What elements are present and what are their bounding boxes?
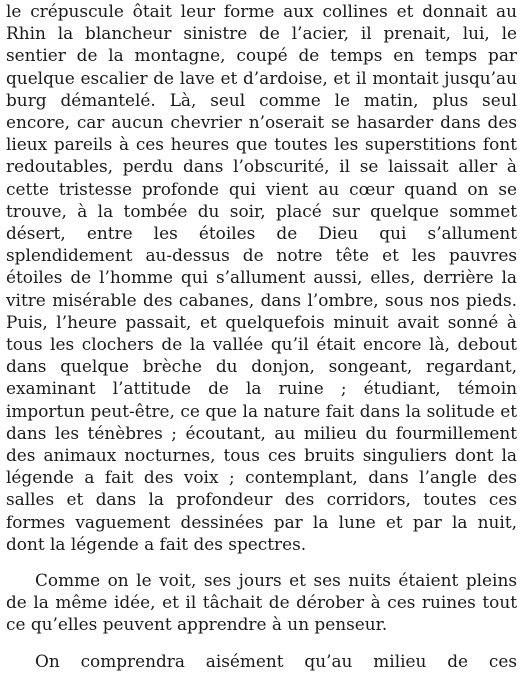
paragraph-2: Comme on le voit, ses jours et ses nuits étaient pleins de la même idée, et il tâchait de dérober à ces ruines tout ce qu’elles peuvent apprendre à un penseur. <box>6 570 517 635</box>
paragraph-3: On comprendra aisément qu’au milieu de ces <box>35 650 517 671</box>
paragraph-1: le crépuscule ôtait leur forme aux collines et donnait au Rhin la blancheur sinistre de l’acier, il prenait, lui, le sentier de la montagne, coupé de temps en temps par quelque escalier de lave et d’ardoise, et il montait jusqu’au burg démantelé. Là, seul comme le matin, plus seul encore, car aucun chevrier n’oserait se hasarder dans des lieux pareils à ces heures que toutes les superstitions font redoutables, perdu dans l’obscurité, il se laissait aller à cette tristesse profonde qui vient au cœur quand on se trouve, à la tombée du soir, placé sur quelque sommet désert, entre les étoiles de Dieu qui s’allument splendidement au-dessus de notre tête et les pauvres étoiles de l’homme qui s’allument aussi, elles, derrière la vitre misérable des cabanes, dans l’ombre, sous nos pieds. Puis, l’heure passait, et quelquefois minuit avait sonné à tous les clochers de la vallée qu’il était encore là, debout dans quelque brèche du donjon, songeant, regardant, examinant l’attitude de la ruine ; étudiant, témoin importun peut-être, ce que la nature fait dans la solitude et dans les ténèbres ; écoutant, au milieu du fourmillement des animaux nocturnes, tous ces bruits singuliers dont la légende a fait des voix ; contemplant, dans l’angle des salles et dans la profondeur des corridors, toutes ces formes vaguement dessinées par la lune et par la nuit, dont la légende a fait des spectres. <box>6 1 517 554</box>
document-page <box>6 0 517 672</box>
